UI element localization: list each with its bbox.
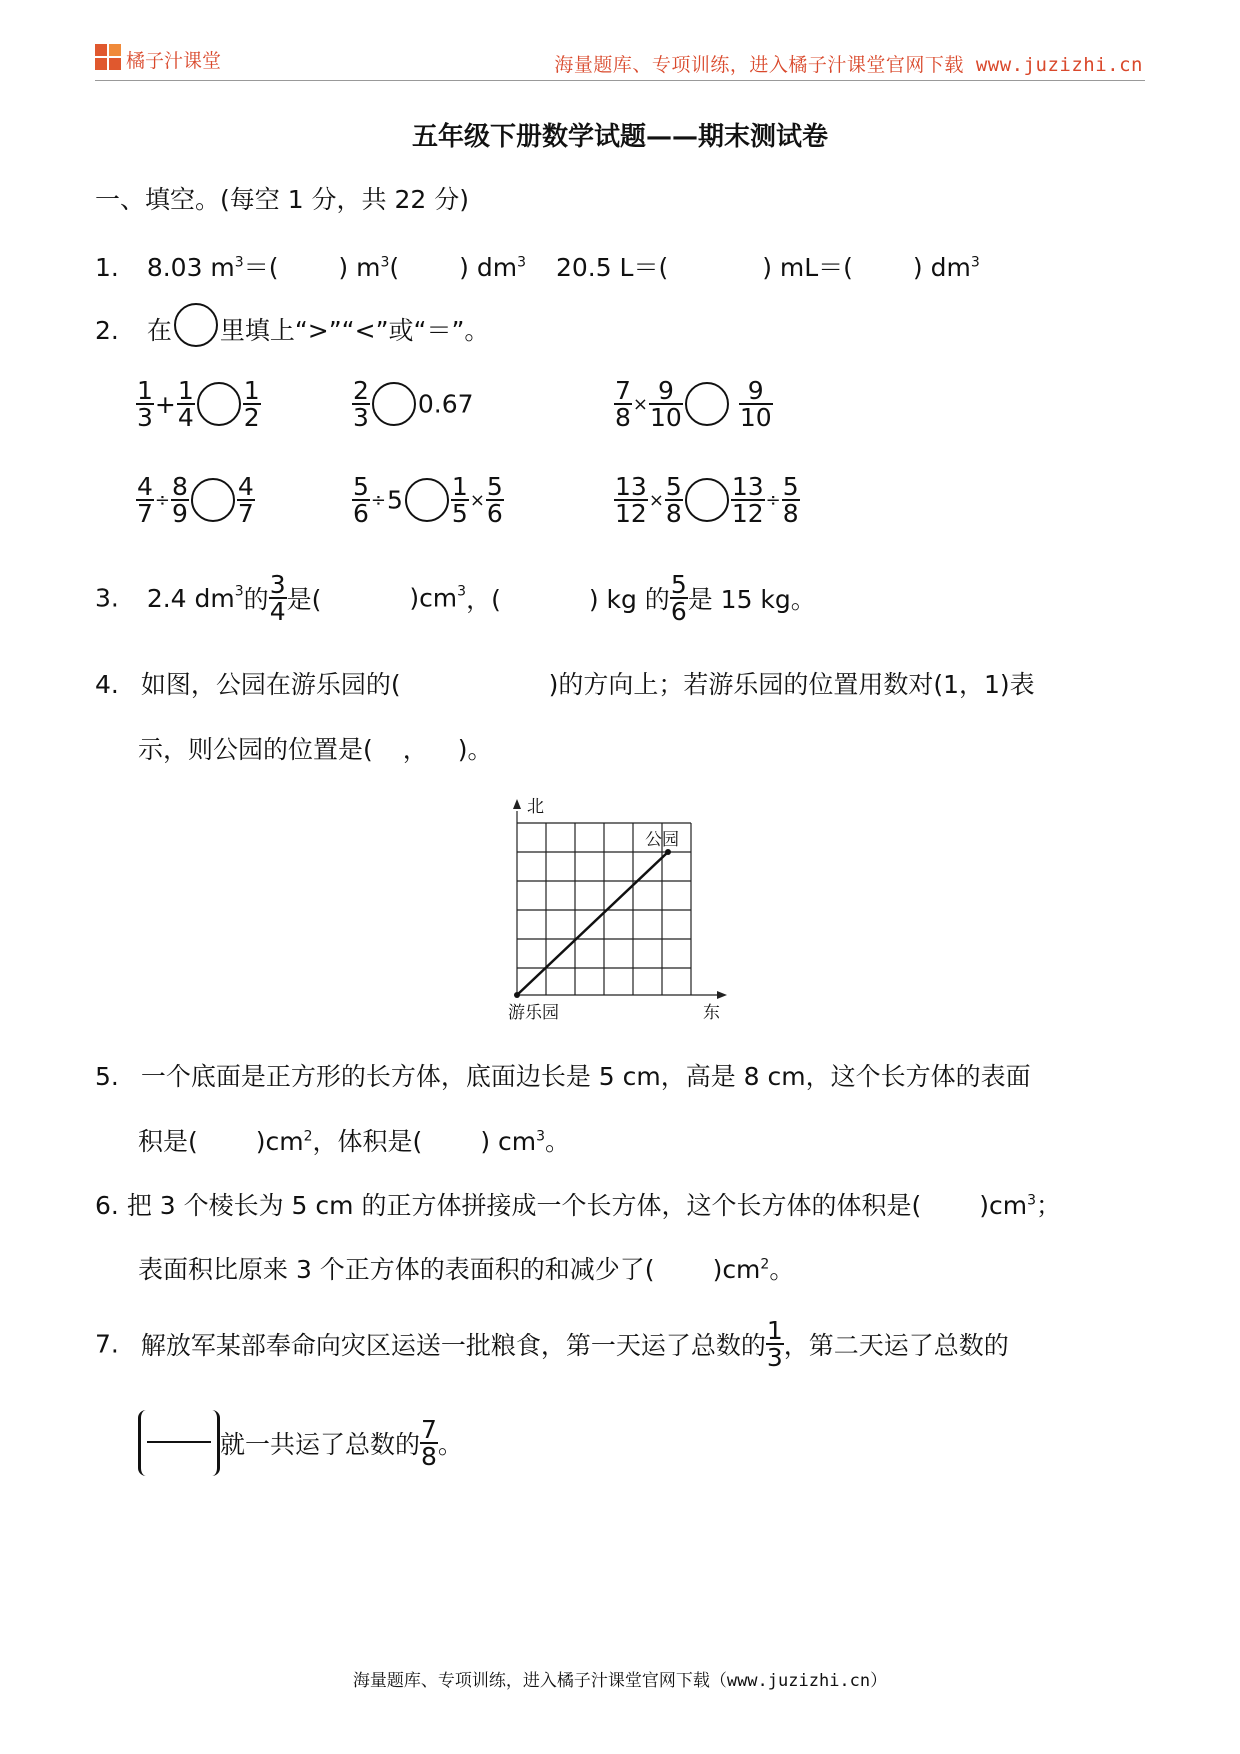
compare-row-1c: $\frac{7}{8}$ × $\frac{9}{10}$ $\frac{9}{10}$ (615, 376, 772, 432)
fraction: $\frac{4}{7}$ (137, 472, 153, 528)
page-footer[interactable]: 海量题库、专项训练，进入橘子汁课堂官网下载（www.juzizhi.cn） (352, 1671, 888, 1691)
fraction: $\frac{2}{3}$ (353, 376, 369, 432)
question-1: 1. 8.03 $m^3=$( ) $m^3$( ) $dm^3$ 20.5 L＝( ) mL＝( ) $dm^3$ (95, 253, 980, 282)
route-line (517, 852, 668, 995)
fraction: $\frac{7}{8}$ (421, 1415, 437, 1471)
fraction: $\frac{1}{3}$ (137, 376, 153, 432)
fraction: $\frac{7}{8}$ (615, 376, 631, 432)
fraction: $\frac{5}{8}$ (782, 472, 799, 528)
fraction: $\frac{9}{10}$ (739, 376, 772, 432)
compare-circle[interactable] (197, 382, 241, 426)
compare-row-2b: $\frac{5}{6}$ ÷5 $\frac{1}{5}$ × $\frac{5}{6}$ (353, 472, 503, 528)
playground-point (514, 992, 520, 998)
fraction: $\frac{5}{6}$ (486, 472, 503, 528)
question-6-line2: 表面积比原来 3 个正方体的表面积的和减少了( )$cm^2$。 (138, 1255, 795, 1284)
compare-circle-icon (174, 303, 218, 347)
question-number: 7. (95, 1329, 119, 1359)
compare-row-2: $\frac{4}{7}$ ÷ $\frac{8}{9}$ $\frac{4}{7}$ (137, 472, 254, 528)
fraction: $\frac{1}{2}$ (243, 376, 260, 432)
fraction: $\frac{13}{12}$ (615, 472, 647, 528)
north-label: 北 (527, 797, 544, 817)
question-7-line2: 就一共运了总数的 $\frac{7}{8}$ 。 (138, 1410, 463, 1476)
question-5-line1: 5. 一个底面是正方形的长方体，底面边长是 5 cm，高是 8 cm，这个长方体的表面 (95, 1062, 1031, 1091)
question-7-line1: 7. 解放军某部奉命向灾区运送一批粮食，第一天运了总数的 $\frac{1}{3}$ ，第二天运了总数的 (95, 1316, 1009, 1372)
fraction: $\frac{13}{12}$ (731, 472, 764, 528)
header-tagline[interactable]: 海量题库、专项训练，进入橘子汁课堂官网下载 www.juzizhi.cn (554, 54, 1143, 76)
playground-label: 游乐园 (508, 1003, 559, 1023)
east-arrow-icon (717, 991, 727, 999)
question-number: 6. (95, 1191, 119, 1220)
question-number: 4. (95, 670, 119, 699)
compare-circle[interactable] (685, 478, 729, 522)
fraction: $\frac{1}{3}$ (766, 1316, 783, 1372)
compare-circle[interactable] (372, 382, 416, 426)
compare-row-1b: $\frac{2}{3}$ 0.67 (353, 376, 474, 432)
compare-row-1: $\frac{1}{3}$ + $\frac{1}{4}$ $\frac{1}{2}$ (137, 376, 260, 432)
fraction-answer-box[interactable] (138, 1410, 220, 1476)
fraction: $\frac{5}{8}$ (665, 472, 682, 528)
page-title: 五年级下册数学试题——期末测试卷 (411, 122, 828, 152)
fraction: $\frac{9}{10}$ (650, 376, 682, 432)
question-6-line1: 6. 把 3 个棱长为 5 cm 的正方体拼接成一个长方体，这个长方体的体积是( )$cm^3$； (95, 1191, 1062, 1220)
fraction: $\frac{5}{6}$ (353, 472, 369, 528)
east-label: 东 (703, 1003, 720, 1023)
question-number: 3. (95, 583, 119, 613)
compare-circle[interactable] (405, 478, 449, 522)
logo-icon (95, 44, 121, 72)
fraction: $\frac{8}{9}$ (172, 472, 188, 528)
fraction: $\frac{1}{4}$ (177, 376, 194, 432)
header-logo (95, 44, 121, 76)
compare-circle[interactable] (685, 382, 729, 426)
compare-circle[interactable] (191, 478, 235, 522)
header-brand: 橘子汁课堂 (126, 50, 222, 72)
direction-grid-figure (505, 785, 745, 1025)
question-number: 1. (95, 253, 119, 282)
fraction: $\frac{1}{5}$ (451, 472, 468, 528)
header-divider (95, 80, 1145, 81)
compare-row-2c: $\frac{13}{12}$ × $\frac{5}{8}$ $\frac{13}{12}$ ÷ $\frac{5}{8}$ (615, 472, 799, 528)
question-2: 2. 在 里填上“>”“<”或“＝”。 (95, 303, 489, 347)
fraction: $\frac{5}{6}$ (670, 570, 687, 626)
question-number: 2. (95, 316, 119, 345)
question-3: 3. 2.4 $dm^3$的 $\frac{3}{4}$ 是( )$cm^3$，( ) kg 的 $\frac{5}{6}$ 是 15 kg。 (95, 570, 816, 626)
question-number: 5. (95, 1062, 119, 1091)
fraction: $\frac{3}{4}$ (269, 570, 286, 626)
fraction: $\frac{4}{7}$ (237, 472, 254, 528)
question-5-line2: 积是( )$cm^2$，体积是( ) $cm^3$。 (138, 1127, 571, 1156)
park-label: 公园 (645, 830, 679, 850)
question-4-line2: 示，则公园的位置是( ， )。 (138, 735, 493, 764)
section-heading: 一、填空。(每空 1 分，共 22 分) (95, 185, 470, 214)
north-arrow-icon (513, 799, 521, 809)
question-4-line1: 4. 如图，公园在游乐园的( )的方向上；若游乐园的位置用数对(1，1)表 (95, 670, 1035, 699)
